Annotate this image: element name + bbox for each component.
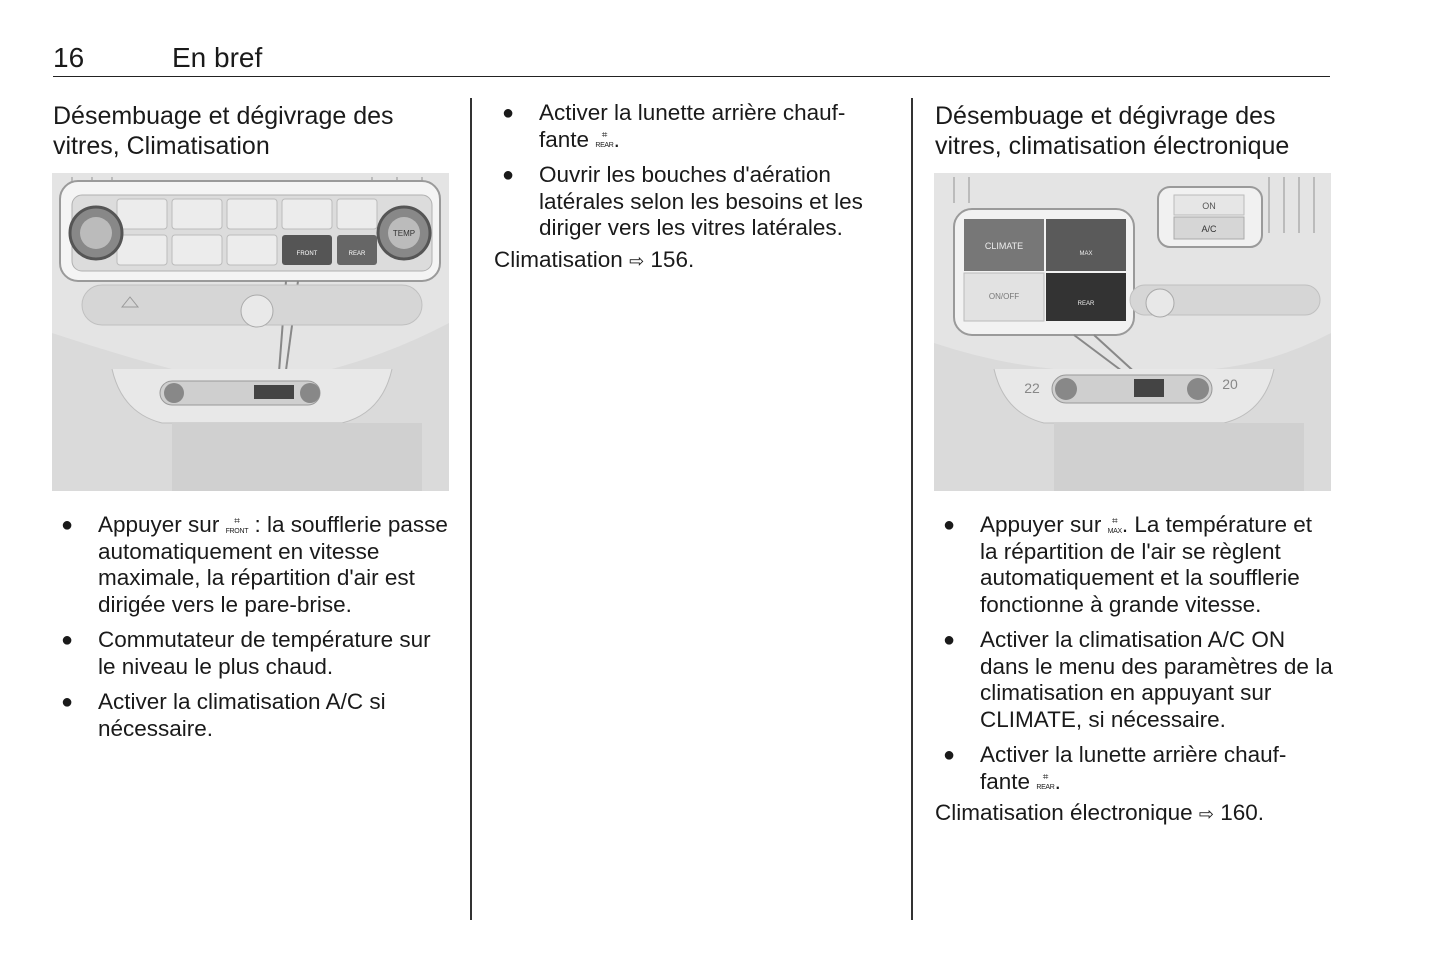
rear-button-label: REAR: [348, 251, 366, 257]
heading-line: Désembuage et dégivrage des: [935, 102, 1276, 130]
middle-column: [494, 100, 894, 274]
rear-button-label: REAR: [1077, 301, 1095, 307]
list-item: ● Appuyer sur ⌗ MAX. La température et la répartition de l'air se règlent automatiquement et la soufflerie fonctionne à grande vitesse.: [943, 512, 1312, 617]
climate-button-label: CLIMATE: [984, 241, 1024, 251]
list-item: ● Activer la lunette arrière chauf-fante ⌗ REAR.: [502, 100, 846, 152]
list-item: ● Activer la lunette arrière chauf-fante ⌗ REAR.: [943, 742, 1287, 794]
cross-reference[interactable]: Climatisation électronique ⇨ 160.: [935, 800, 1335, 828]
on-button-label: ON: [1202, 201, 1216, 211]
front-button-label: FRONT: [296, 251, 318, 257]
page-number: 16: [53, 42, 85, 73]
electronic-climate-illustration: [934, 173, 1331, 491]
max-defrost-icon: ⌗ MAX: [1107, 515, 1122, 535]
column-divider: [470, 98, 472, 920]
left-heading: [53, 101, 453, 161]
column-divider: [911, 98, 913, 920]
heading-line: vitres, Climatisation: [53, 132, 270, 160]
heading-line: vitres, climatisation électronique: [935, 132, 1290, 160]
onoff-button-label: ON/OFF: [988, 292, 1020, 301]
list-item: ● Activer la climatisation A/C si nécessaire.: [61, 689, 386, 741]
list-item: ● Activer la climatisation A/C ON dans le menu des paramètres de la climatisation en appuyant sur CLIMATE, si nécessaire.: [943, 627, 1333, 732]
right-heading: [935, 101, 1335, 161]
right-bullets: [935, 512, 1335, 828]
page-reference-arrow-icon: ⇨: [629, 250, 645, 271]
climate-control-illustration: [52, 173, 449, 491]
list-item: ● Appuyer sur ⌗ FRONT : la soufflerie passe automatiquement en vitesse maximale, la répartition d'air est dirigée vers le pare-brise.: [61, 512, 448, 617]
rear-defrost-icon: ⌗ REAR: [595, 130, 614, 150]
page-header: [53, 40, 1330, 77]
ac-button-label: A/C: [1201, 224, 1217, 234]
emphasis: CLIMATE: [980, 706, 1076, 732]
temp-right-readout: 20: [1222, 376, 1238, 392]
temp-knob-label: TEMP: [392, 229, 416, 238]
heading-line: Désembuage et dégivrage des: [53, 102, 394, 130]
rear-defrost-icon: ⌗ REAR: [1036, 772, 1055, 792]
emphasis: A/C: [325, 689, 364, 714]
list-item: ● Ouvrir les bouches d'aération latérales selon les besoins et les diriger vers les vitres latérales.: [502, 162, 863, 240]
temp-left-readout: 22: [1024, 380, 1040, 396]
cross-reference[interactable]: Climatisation ⇨ 156.: [494, 247, 894, 275]
front-defrost-icon: ⌗ FRONT: [225, 515, 249, 535]
page-reference-arrow-icon: ⇨: [1198, 804, 1214, 824]
max-button-label: MAX: [1079, 251, 1093, 257]
section-title: En bref: [172, 42, 263, 73]
left-bullets: [53, 512, 453, 751]
list-item: ● Commutateur de température sur le niveau le plus chaud.: [61, 627, 431, 679]
